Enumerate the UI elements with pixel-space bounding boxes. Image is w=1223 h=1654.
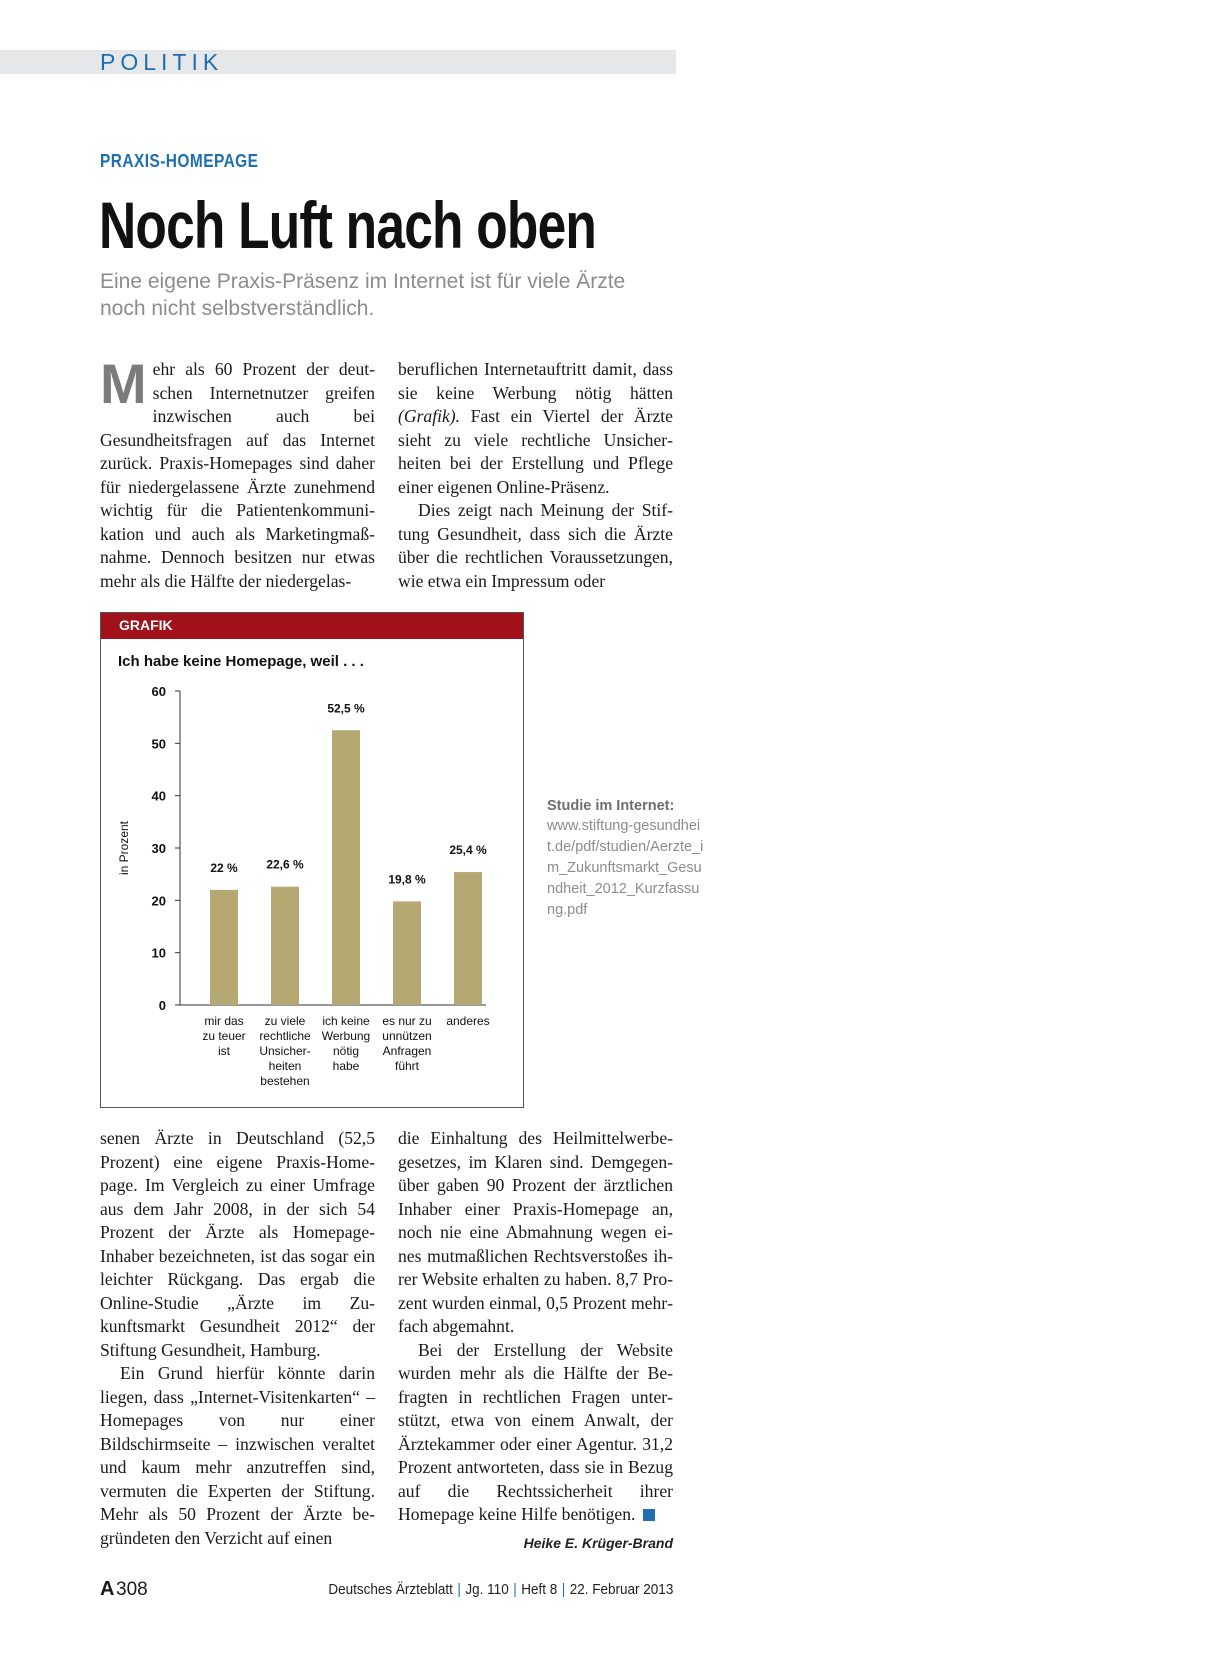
headline: Noch Luft nach oben <box>99 188 597 262</box>
body-column-top-left <box>100 352 375 593</box>
y-tick-label: 40 <box>151 788 166 804</box>
category-label: zu viele rechtliche Unsicher-heiten bestehen <box>259 1014 311 1088</box>
author: Heike E. Krüger-Brand <box>523 1535 673 1551</box>
bar <box>332 730 360 1005</box>
footer-date: 22. Februar 2013 <box>569 1581 673 1598</box>
y-tick-label: 0 <box>158 998 166 1013</box>
footer-info: Deutsches Ärzteblatt | Jg. 110 | Heft 8 | 22. Februar 2013 <box>328 1581 673 1598</box>
body-text: Bei der Erstellung der Website wurden mehr als die Hälfte der Befragten in rechtlichen Fragen unterstützt, etwa von einem Anwalt, der Ärztekammer oder einer Agentur. 31,2 Prozent antworteten, dass sie in Bezug auf die Rechtssicherheit ihrer Homepage keine Hilfe benötigen. <box>398 1339 673 1524</box>
y-tick-label: 50 <box>151 736 166 752</box>
y-axis-label: in Prozent <box>117 820 131 876</box>
figure-reference: (Grafik). <box>398 406 461 426</box>
chart-title: Ich habe keine Homepage, weil . . . <box>118 653 364 670</box>
sidebar-url[interactable]: www.stiftung-gesundheit.de/pdf/studien/Aerzte_im_Zukunftsmarkt_Gesundheit_2012_Kurzfassung.pdf <box>547 818 704 918</box>
bar <box>454 872 482 1005</box>
footer-issue: Heft 8 <box>520 1581 557 1598</box>
dropcap: M <box>100 352 147 415</box>
bar <box>393 901 421 1005</box>
section-label: POLITIK <box>100 49 224 75</box>
bar <box>271 887 299 1005</box>
page-number: 308 <box>116 1579 148 1600</box>
category-label: mir das zu teuer ist <box>202 1014 246 1058</box>
data-label: 19,8 % <box>388 872 426 887</box>
y-tick-label: 10 <box>151 945 166 961</box>
y-tick-label: 20 <box>151 893 166 909</box>
body-paragraph: Dies zeigt nach Meinung der Stiftung Gesundheit, dass sich die Ärzte über die rechtlichen Voraussetzungen, wie etwa ein Impressum oder <box>398 500 673 591</box>
bar-chart <box>101 613 523 1107</box>
chart-box <box>100 612 524 1108</box>
y-tick-label: 60 <box>151 684 166 699</box>
body-text: beruflichen Internetauftritt damit, dass sie keine Werbung nötig hätten <box>398 359 673 403</box>
bar <box>210 890 238 1005</box>
chart-header-label: GRAFIK <box>119 617 173 633</box>
end-mark-icon <box>643 1509 655 1521</box>
body-paragraph: Ein Grund hierfür könnte darin liegen, dass „Internet-Visitenkarten“ – Homepages von nur einer Bildschirmseite – inzwischen veraltet und kaum mehr anzutreffen sind, vermuten die Experten der Stiftung. Mehr als 50 Prozent der Ärzte begründeten den Verzicht auf einen <box>100 1363 375 1548</box>
kicker: PRAXIS-HOMEPAGE <box>100 151 259 171</box>
page-letter: A <box>100 1578 115 1600</box>
body-column-bottom-right <box>398 1127 673 1527</box>
body-paragraph: senen Ärzte in Deutschland (52,5 Prozent) eine eigene Praxis-Homepage. Im Vergleich zu einer Umfrage aus dem Jahr 2008, in der sich 54 Prozent der Ärzte als Homepage-Inhaber bezeichneten, ist das sogar ein leichter Rückgang. Das ergab die Online-Studie „Ärzte im Zukunftsmarkt Gesundheit 2012“ der Stiftung Gesundheit, Hamburg. <box>100 1128 375 1360</box>
data-label: 52,5 % <box>327 701 365 716</box>
body-text: ehr als 60 Prozent der deutschen Internetnutzer greifen inzwischen auch bei Gesundheitsfragen auf das Internet zurück. Praxis-Homepages sind daher für niedergelassene Ärzte zunehmend wichtig für die Patientenkommunikation und auch als Marketingmaßnahme. Dennoch besitzen nur etwas mehr als die Hälfte der niedergelas- <box>100 359 375 591</box>
y-tick-label: 30 <box>151 841 166 856</box>
footer-journal: Deutsches Ärzteblatt <box>328 1581 453 1598</box>
data-label: 22 % <box>210 860 238 875</box>
body-column-bottom-left <box>100 1127 375 1550</box>
sidebar-note <box>547 796 737 921</box>
footer-volume: Jg. 110 <box>465 1581 509 1598</box>
data-label: 22,6 % <box>266 857 304 872</box>
category-label: ich keine Werbung nötig habe <box>321 1014 371 1073</box>
category-label: anderes <box>446 1014 490 1028</box>
subhead: Eine eigene Praxis-Präsenz im Internet ist für viele Ärzte noch nicht selbstverständlich. <box>100 270 626 320</box>
data-label: 25,4 % <box>449 843 487 858</box>
category-label: es nur zu unnützen Anfragen führt <box>382 1014 432 1073</box>
sidebar-title: Studie im Internet: <box>547 798 675 814</box>
body-paragraph: die Einhaltung des Heilmittelwerbegesetzes, im Klaren sind. Demgegenüber gaben 90 Prozent der ärztlichen Inhaber einer Praxis-Homepage an, noch nie eine Abmahnung wegen eines mutmaßlichen Rechtsverstoßes ihrer Website erhalten zu haben. 8,7 Prozent wurden einmal, 0,5 Prozent mehrfach abgemahnt. <box>398 1128 673 1336</box>
body-column-top-right <box>398 358 673 593</box>
body-text: Fast ein Viertel der Ärzte sieht zu viele rechtliche Unsicherheiten bei der Erstellung und Pflege einer eigenen Online-Präsenz. <box>398 406 673 497</box>
